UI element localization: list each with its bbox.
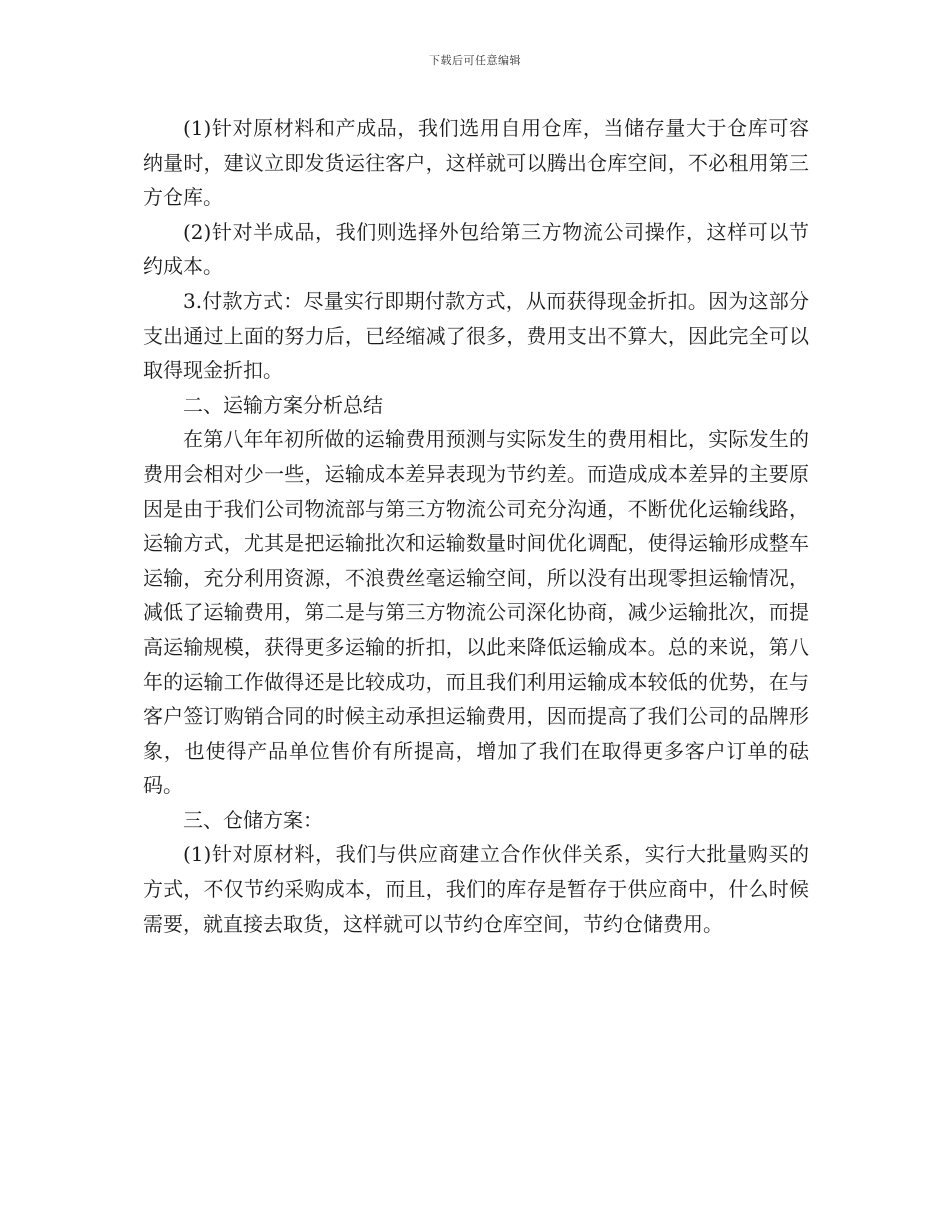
paragraph-semi-finished-outsourcing: (2)针对半成品，我们则选择外包给第三方物流公司操作，这样可以节约成本。 — [143, 219, 809, 279]
paragraph-transport-analysis: 在第八年年初所做的运输费用预测与实际发生的费用相比，实际发生的费用会相对少一些，运输成本差异表现为节约差。而造成成本差异的主要原因是由于我们公司物流部与第三方物流公司充分沟通，不断优化运输线路，运输方式，尤其是把运输批次和运输数量时间优化调配，使得运输形成整车运输，充分利用资源，不浪费丝毫运输空间，所以没有出现零担运输情况，减低了运输费用，第二是与第三方物流公司深化协商，减少运输批次，而提高运输规模，获得更多运输的折扣，以此来降低运输成本。总的来说，第八年的运输工作做得还是比较成功，而且我们利用运输成本较低的优势，在与客户签订购销合同的时候主动承担运输费用，因而提高了我们公司的品牌形象，也使得产品单位售价有所提高，增加了我们在取得更多客户订单的砝码。 — [143, 427, 809, 798]
document-body — [143, 111, 809, 941]
paragraph-supplier-partnership: (1)针对原材料，我们与供应商建立合作伙伴关系，实行大批量购买的方式，不仅节约采购成本，而且，我们的库存是暂存于供应商中，什么时候需要，就直接去取货，这样就可以节约仓库空间，节约仓储费用。 — [143, 842, 809, 936]
paragraph-payment-method: 3.付款方式：尽量实行即期付款方式，从而获得现金折扣。因为这部分支出通过上面的努力后，已经缩减了很多，费用支出不算大，因此完全可以取得现金折扣。 — [143, 288, 809, 383]
page-header: 下载后可任意编辑 — [429, 54, 521, 67]
section-heading-transport-summary: 二、运输方案分析总结 — [183, 392, 383, 417]
paragraph-raw-materials-storage: (1)针对原材料和产成品，我们选用自用仓库，当储存量大于仓库可容纳量时，建议立即发货运往客户，这样就可以腾出仓库空间，不必租用第三方仓库。 — [143, 116, 809, 210]
section-heading-storage-plan: 三、仓储方案： — [183, 807, 323, 832]
